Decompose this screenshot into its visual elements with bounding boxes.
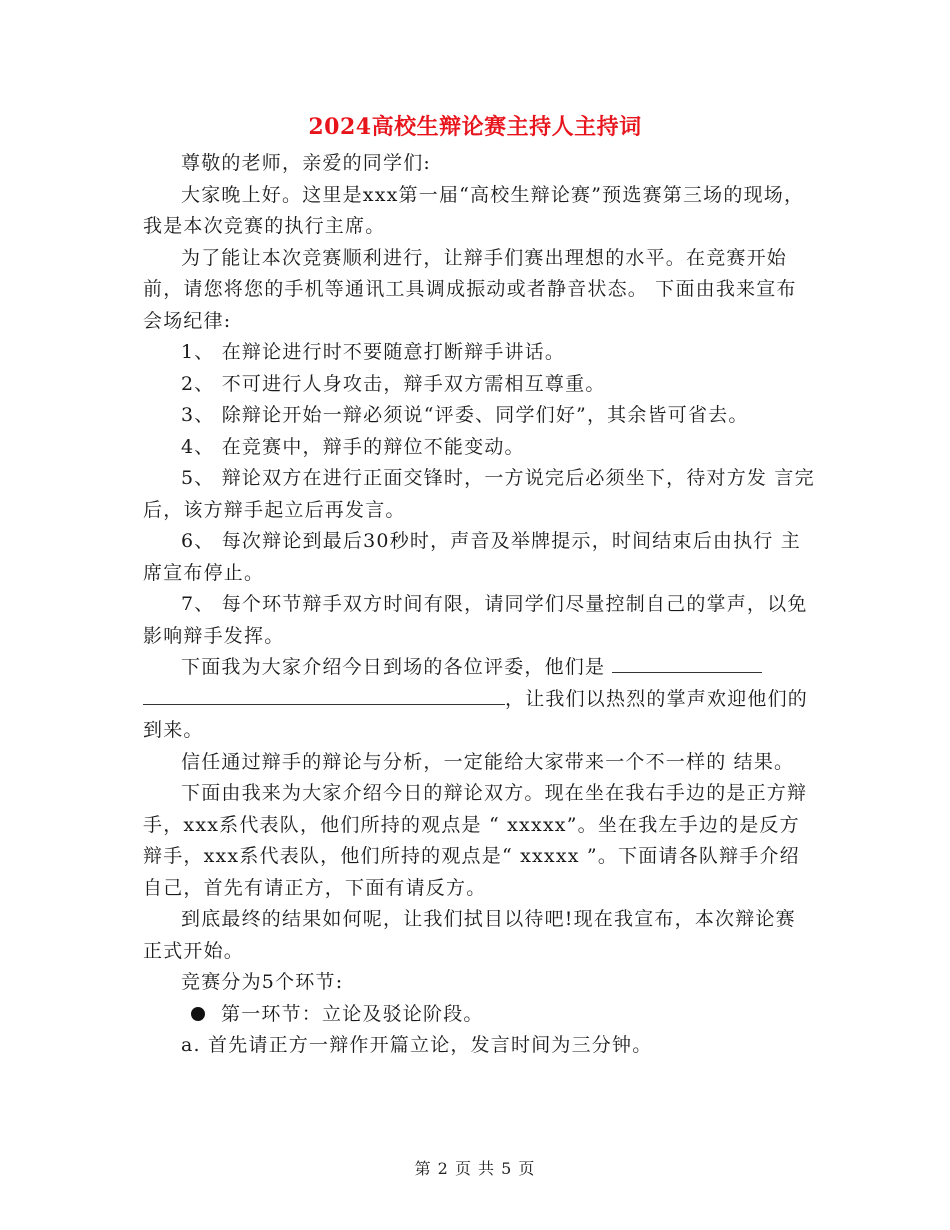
greeting-paragraph: 尊敬的老师，亲爱的同学们: bbox=[181, 152, 432, 174]
trust-paragraph: 信任通过辩手的辩论与分析，一定能给大家带来一个不一样的 结果。 bbox=[181, 750, 795, 773]
rules-intro-paragraph: 为了能让本次竞赛顺利进行，让辩手们赛出理想的水平。在竞赛开始前，请您将您的手机等通讯工具调成振动或者静音状态。 下面由我来宣布会场纪律: bbox=[143, 246, 797, 332]
stage1-a-paragraph: a. 首先请正方一辩作开篇立论，发言时间为三分钟。 bbox=[181, 1034, 653, 1056]
intro-paragraph: 大家晚上好。这里是xxx第一届“高校生辩论赛”预选赛第三场的现场，我是本次竞赛的执行主席。 bbox=[143, 183, 805, 237]
judges-paragraph bbox=[143, 652, 815, 747]
rule-item: 2、 不可进行人身攻击，辩手双方需相互尊重。 bbox=[181, 372, 606, 395]
rule-item: 1、 在辩论进行时不要随意打断辩手讲话。 bbox=[181, 341, 566, 363]
judges-text-part1: 下面我为大家介绍今日到场的各位评委，他们是 bbox=[181, 656, 606, 678]
page-indicator: 第 2 页 共 5 页 bbox=[414, 1159, 536, 1178]
stage1-paragraph bbox=[143, 999, 815, 1031]
stages-intro-paragraph: 竞赛分为5个环节: bbox=[181, 971, 344, 993]
judges-blank-line-2 bbox=[143, 684, 505, 705]
document-title: 2024高校生辩论赛主持人主持词 bbox=[308, 114, 642, 140]
rule-item: 4、 在竞赛中，辩手的辩位不能变动。 bbox=[181, 435, 525, 458]
stage1-text: 第一环节：立论及驳论阶段。 bbox=[221, 1002, 484, 1025]
rule-item: 5、 辩论双方在进行正面交锋时，一方说完后必须坐下，待对方发 言完后，该方辩手起立后再发言。 bbox=[143, 467, 815, 521]
start-paragraph: 到底最终的结果如何呢，让我们拭目以待吧!现在我宣布，本次辩论赛正式开始。 bbox=[143, 908, 796, 962]
document-body bbox=[143, 148, 815, 1062]
rule-item: 6、 每次辩论到最后30秒时，声音及举牌提示，时间结束后由执行 主席宣布停止。 bbox=[143, 530, 801, 584]
judges-text-part2: ，让我们以热烈的掌声欢迎他们的到来。 bbox=[143, 687, 809, 741]
rule-item: 3、 除辩论开始一辩必须说“评委、同学们好”，其余皆可省去。 bbox=[181, 404, 749, 426]
judges-blank-line bbox=[612, 652, 762, 673]
teams-paragraph: 下面由我来为大家介绍今日的辩论双方。现在坐在我右手边的是正方辩手，xxx系代表队，他们所持的观点是 “ xxxxx”。坐在我左手边的是反方辩手，xxx系代表队，他们所持的观点是“ xxxxx ”。下面请各队辩手介绍自己，首先有请正方，下面有请反方。 bbox=[143, 782, 808, 899]
bullet-icon bbox=[191, 1007, 205, 1021]
rule-item: 7、 每个环节辩手双方时间有限，请同学们尽量控制自己的掌声，以免影响辩手发挥。 bbox=[143, 593, 808, 647]
